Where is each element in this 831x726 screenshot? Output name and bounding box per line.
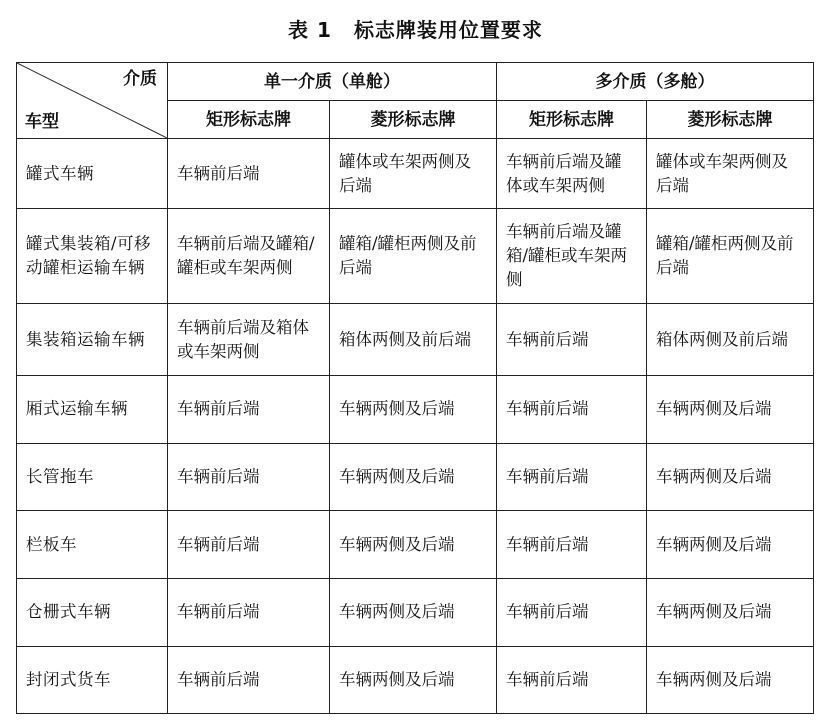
group-header-multi: 多介质（多舱） bbox=[497, 63, 814, 101]
placement-cell: 车辆前后端及罐箱/罐柜或车架两侧 bbox=[497, 209, 647, 303]
placement-cell: 车辆前后端 bbox=[168, 443, 330, 510]
placement-cell: 车辆前后端 bbox=[168, 579, 330, 646]
placement-cell: 车辆前后端 bbox=[497, 579, 647, 646]
placement-cell: 车辆前后端 bbox=[497, 646, 647, 713]
vehicle-type-cell: 仓栅式车辆 bbox=[17, 579, 168, 646]
placement-cell: 车辆前后端 bbox=[168, 510, 330, 578]
group-header-single: 单一介质（单舱） bbox=[168, 63, 497, 101]
vehicle-type-cell: 长管拖车 bbox=[17, 443, 168, 510]
placement-cell: 车辆两侧及后端 bbox=[647, 579, 814, 646]
placement-cell: 车辆前后端 bbox=[168, 646, 330, 713]
placement-cell: 罐体或车架两侧及后端 bbox=[330, 139, 497, 209]
placement-cell: 车辆两侧及后端 bbox=[647, 510, 814, 578]
placement-cell: 车辆两侧及后端 bbox=[647, 443, 814, 510]
placement-cell: 车辆前后端 bbox=[497, 376, 647, 443]
placement-cell: 罐体或车架两侧及后端 bbox=[647, 139, 814, 209]
placement-cell: 罐箱/罐柜两侧及前后端 bbox=[330, 209, 497, 303]
corner-label-medium: 介质 bbox=[123, 69, 157, 89]
vehicle-type-cell: 封闭式货车 bbox=[17, 646, 168, 713]
placement-cell: 车辆前后端及箱体或车架两侧 bbox=[168, 303, 330, 375]
table-number: 表 1 bbox=[288, 18, 332, 42]
placement-cell: 车辆两侧及后端 bbox=[330, 376, 497, 443]
table-body bbox=[17, 139, 814, 714]
table-row bbox=[17, 376, 814, 443]
placement-cell: 车辆前后端及罐箱/罐柜或车架两侧 bbox=[168, 209, 330, 303]
vehicle-type-cell: 栏板车 bbox=[17, 510, 168, 578]
table-title bbox=[0, 14, 831, 43]
vehicle-type-cell: 集装箱运输车辆 bbox=[17, 303, 168, 375]
subheader-cell: 矩形标志牌 bbox=[168, 101, 330, 139]
subheader-cell: 菱形标志牌 bbox=[647, 101, 814, 139]
placement-cell: 箱体两侧及前后端 bbox=[647, 303, 814, 375]
table-row bbox=[17, 209, 814, 303]
table-row bbox=[17, 139, 814, 209]
vehicle-type-cell: 罐式车辆 bbox=[17, 139, 168, 209]
corner-header-cell bbox=[17, 63, 168, 139]
table-row bbox=[17, 303, 814, 375]
placement-cell: 车辆两侧及后端 bbox=[330, 579, 497, 646]
vehicle-type-cell: 厢式运输车辆 bbox=[17, 376, 168, 443]
placement-cell: 车辆前后端 bbox=[168, 139, 330, 209]
placement-cell: 罐箱/罐柜两侧及前后端 bbox=[647, 209, 814, 303]
table-row bbox=[17, 510, 814, 578]
vehicle-type-cell: 罐式集装箱/可移动罐柜运输车辆 bbox=[17, 209, 168, 303]
table-row bbox=[17, 646, 814, 713]
corner-label-vehicle-type: 车型 bbox=[25, 112, 59, 132]
subheader-cell: 矩形标志牌 bbox=[497, 101, 647, 139]
placement-cell: 车辆两侧及后端 bbox=[330, 510, 497, 578]
placement-cell: 车辆两侧及后端 bbox=[330, 646, 497, 713]
table-row bbox=[17, 443, 814, 510]
placement-cell: 车辆两侧及后端 bbox=[647, 646, 814, 713]
subheader-cell: 菱形标志牌 bbox=[330, 101, 497, 139]
placement-cell: 车辆前后端 bbox=[497, 303, 647, 375]
placement-cell: 车辆前后端 bbox=[497, 510, 647, 578]
placement-table bbox=[16, 62, 814, 714]
placement-cell: 车辆前后端及罐体或车架两侧 bbox=[497, 139, 647, 209]
table-caption: 标志牌装用位置要求 bbox=[353, 18, 543, 42]
placement-cell: 车辆前后端 bbox=[168, 376, 330, 443]
placement-cell: 箱体两侧及前后端 bbox=[330, 303, 497, 375]
placement-cell: 车辆前后端 bbox=[497, 443, 647, 510]
placement-cell: 车辆两侧及后端 bbox=[647, 376, 814, 443]
placement-cell: 车辆两侧及后端 bbox=[330, 443, 497, 510]
table-row bbox=[17, 579, 814, 646]
